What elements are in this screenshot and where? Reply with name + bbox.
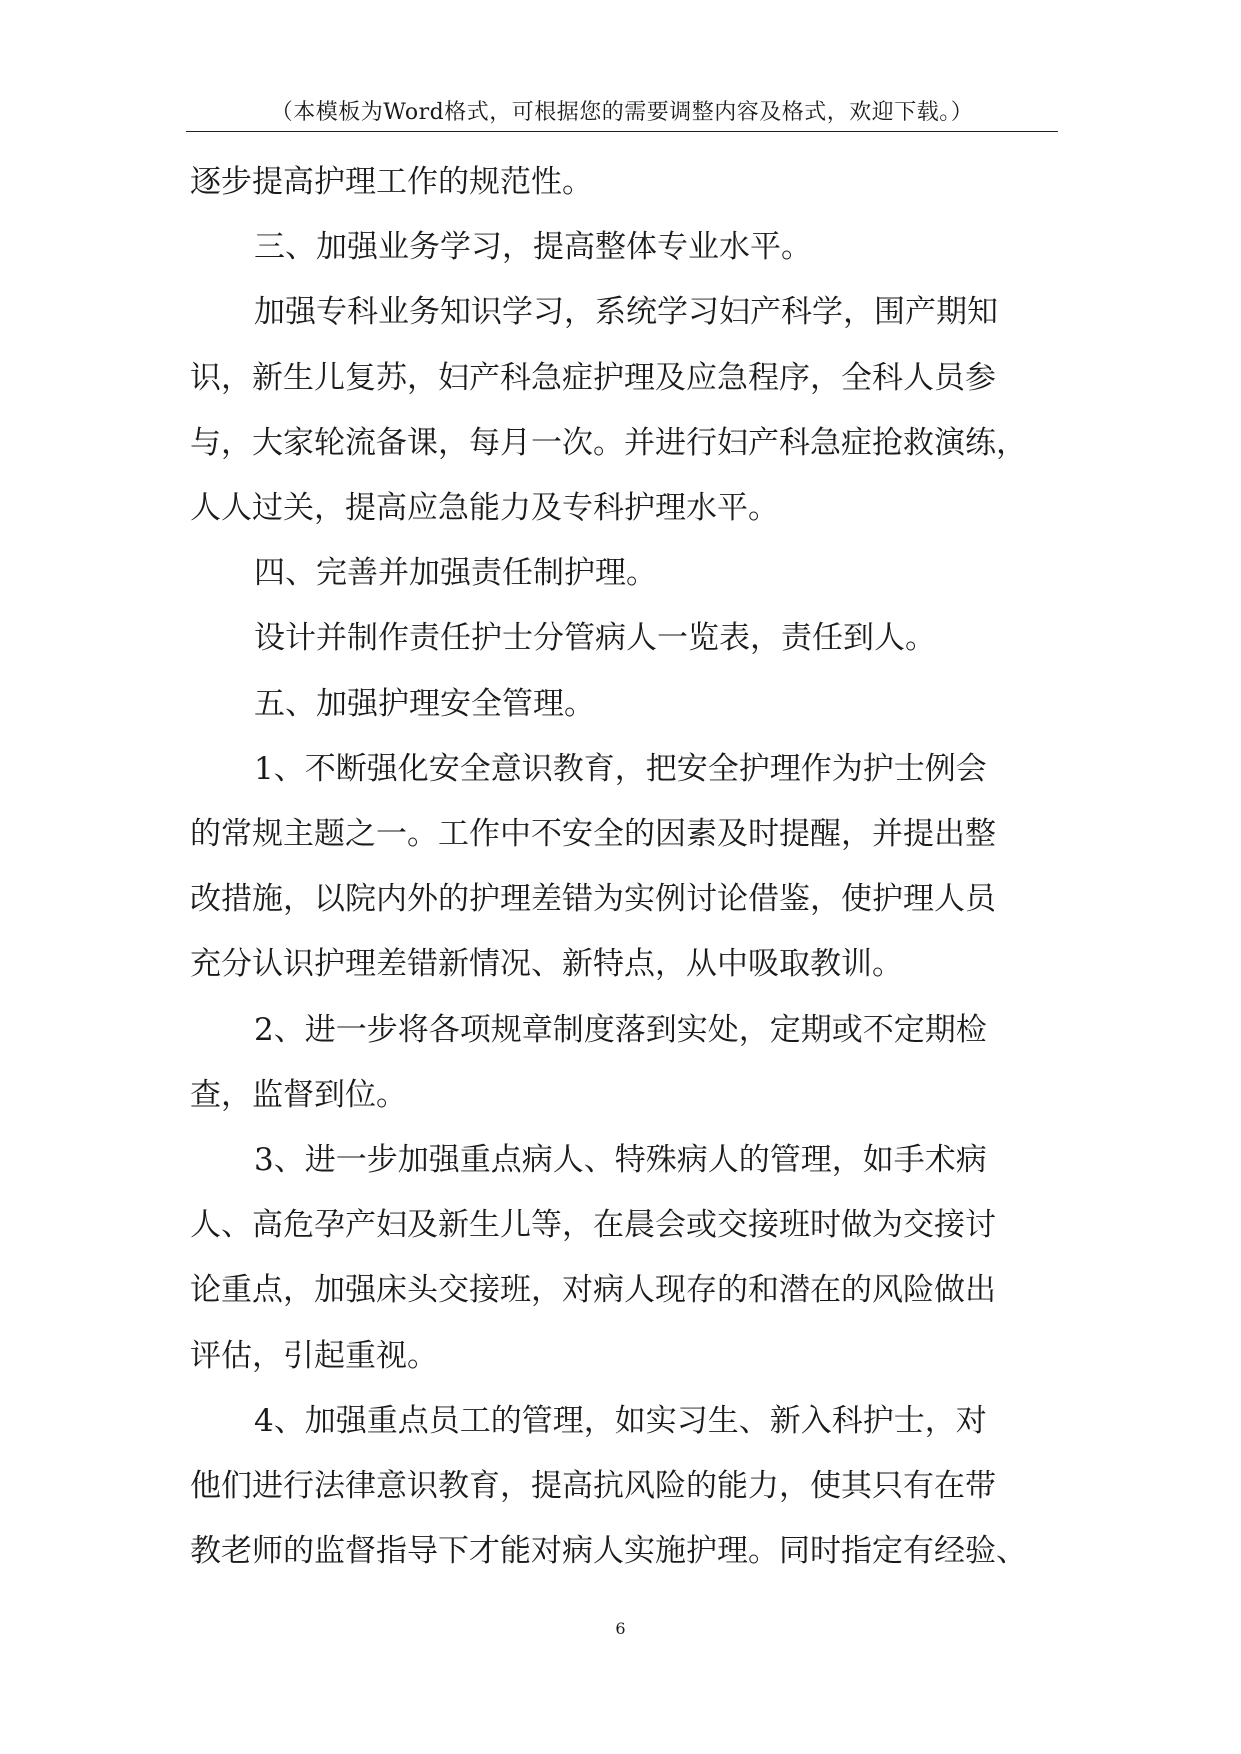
page-number: 6 <box>615 1619 626 1638</box>
body-line: 人、高危孕产妇及新生儿等，在晨会或交接班时做为交接讨 <box>190 1207 996 1244</box>
list-item-2: 2、进一步将各项规章制度落到实处，定期或不定期检 <box>254 1011 987 1048</box>
header-note: （本模板为Word格式，可根据您的需要调整内容及格式，欢迎下载。） <box>270 100 974 125</box>
list-item-1: 1、不断强化安全意识教育，把安全护理作为护士例会 <box>254 750 987 787</box>
body-line: 与，大家轮流备课，每月一次。并进行妇产科急症抢救演练， <box>190 424 1027 461</box>
section-heading-5: 五、加强护理安全管理。 <box>254 685 595 722</box>
body-line: 教老师的监督指导下才能对病人实施护理。同时指定有经验、 <box>190 1533 1027 1570</box>
document-body <box>190 150 1062 1584</box>
body-line: 评估，引起重视。 <box>190 1337 438 1374</box>
body-line: 加强专科业务知识学习，系统学习妇产科学，围产期知 <box>254 294 998 331</box>
body-line: 设计并制作责任护士分管病人一览表，责任到人。 <box>254 620 936 657</box>
list-item-4: 4、加强重点员工的管理，如实习生、新入科护士，对 <box>254 1402 987 1439</box>
body-line: 人人过关，提高应急能力及专科护理水平。 <box>190 490 779 527</box>
body-line: 的常规主题之一。工作中不安全的因素及时提醒，并提出整 <box>190 816 996 853</box>
header-divider <box>186 131 1058 132</box>
body-line: 论重点，加强床头交接班，对病人现存的和潜在的风险做出 <box>190 1272 996 1309</box>
body-line: 改措施，以院内外的护理差错为实例讨论借鉴，使护理人员 <box>190 881 996 918</box>
body-line: 充分认识护理差错新情况、新特点，从中吸取教训。 <box>190 946 903 983</box>
body-line-continuation: 逐步提高护理工作的规范性。 <box>190 164 593 200</box>
section-heading-3: 三、加强业务学习，提高整体专业水平。 <box>254 229 812 266</box>
list-item-3: 3、进一步加强重点病人、特殊病人的管理，如手术病 <box>254 1142 987 1179</box>
body-line: 识，新生儿复苏，妇产科急症护理及应急程序，全科人员参 <box>190 359 996 396</box>
body-line: 查，监督到位。 <box>190 1076 407 1113</box>
body-line: 他们进行法律意识教育，提高抗风险的能力，使其只有在带 <box>190 1468 996 1505</box>
section-heading-4: 四、完善并加强责任制护理。 <box>254 555 657 592</box>
